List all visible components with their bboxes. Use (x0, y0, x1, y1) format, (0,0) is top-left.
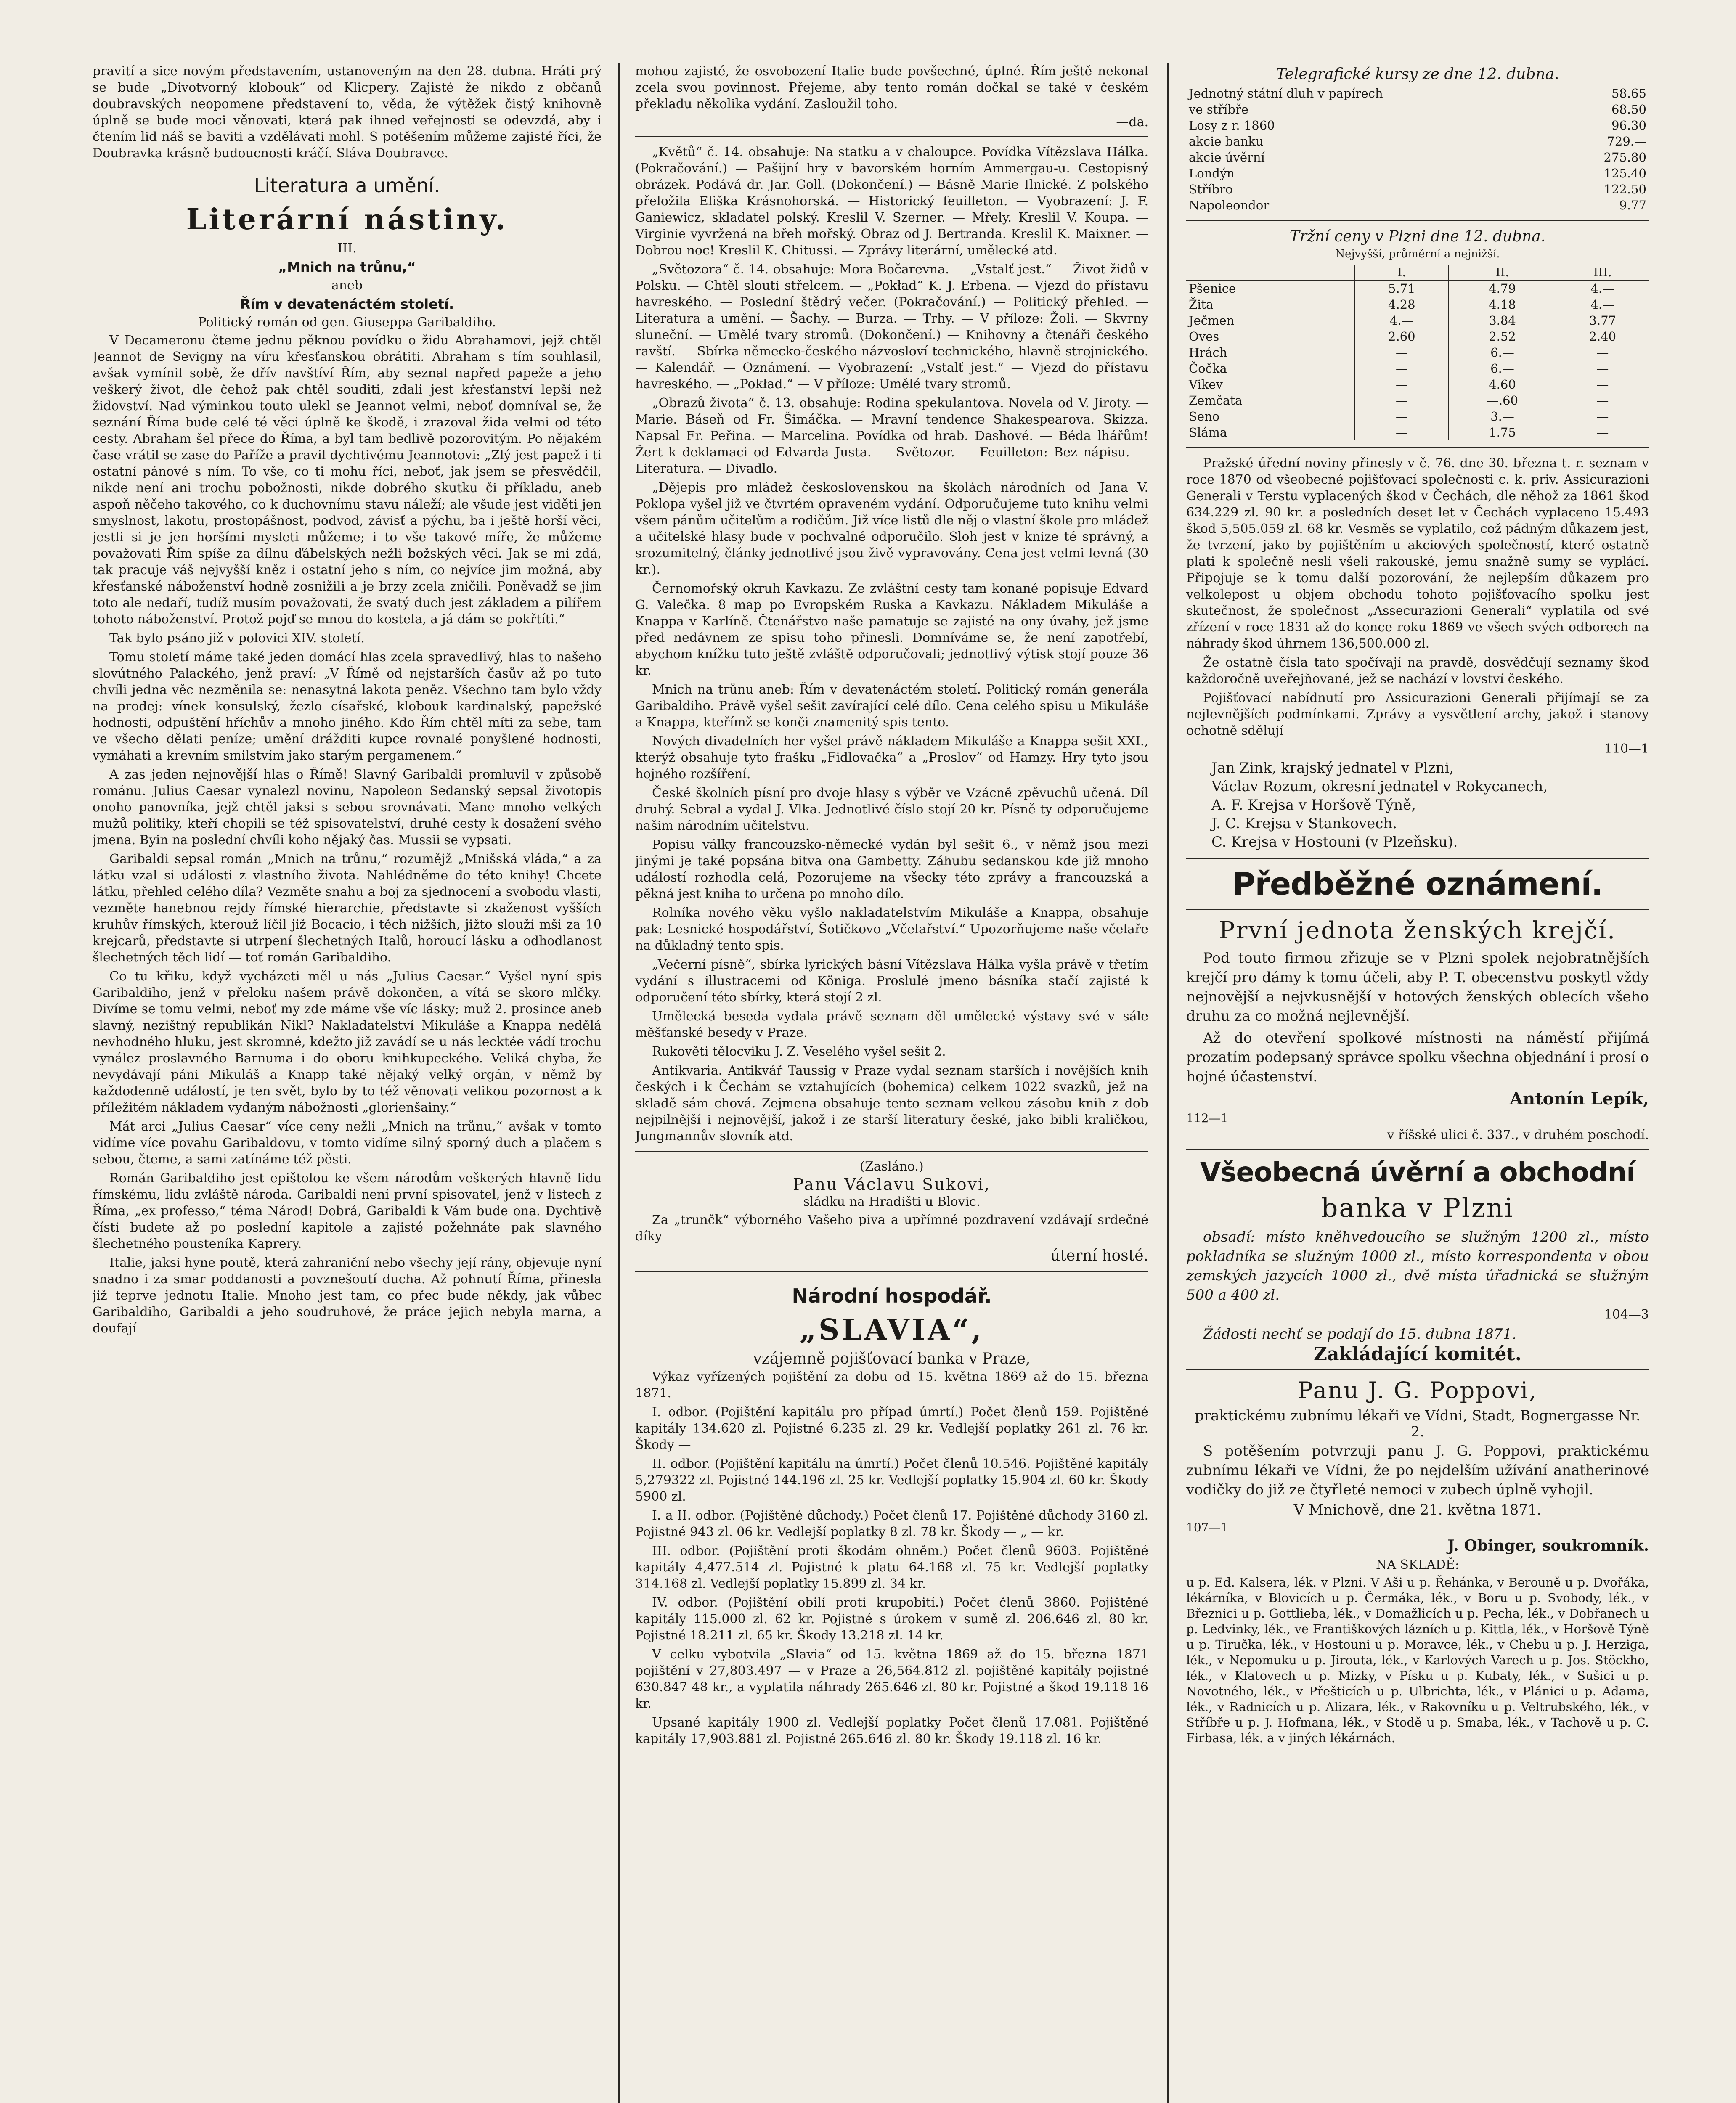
kurs-label: akcie úvěrní (1189, 150, 1265, 164)
econ-section-title: Národní hospodář. (792, 1285, 992, 1307)
krejci-signature: Antonín Lepík, (1510, 1089, 1649, 1109)
thanks-signature: úterní hosté. (1050, 1247, 1148, 1264)
work-description: Politický román od gen. Giuseppa Garibaldiho. (198, 315, 496, 330)
kurs-value: 125.40 (1603, 166, 1646, 180)
intro-text: pravití a sice novým představením, ustanoveným na den 28. dubna. Hráti prý se bude „Divotvorný klobouk“ od Klicpery. Zajisté že nikdo z občanů doubravských neopomene představení to, věda, že výtěžek čistý knihovně úplně se bude moci věnovati, která pak ihned veřejnosti se odevzdá, aby i čtením lid náš se baviti a vzdělávati mohl. S potěšením můžeme zajisté říci, že Doubravka krásně budoucnosti kráčí. Sláva Doubravce. (93, 64, 602, 161)
kurs-label: ve stříbře (1189, 102, 1249, 117)
kurs-label: Jednotný státní dluh v papírech (1189, 86, 1383, 101)
divider (635, 1151, 1148, 1152)
news-item: „Květů“ č. 14. obsahuje: Na statku a v chaloupce. Povídka Vítězslava Hálka. (Pokračování.) — Pašijní hry v bavorském horním Ammergau-u. Cestopisný obrázek. Podává dr. Jar. Goll. (Dokončení.) — Básně Marie Ilnické. Z polského přeložila Eliška Krásnohorská. — Historický feuilleton. — Vyobrazení: J. F. Ganiewicz, skladatel polský. Kreslil V. Szerner. — Mřely. Kreslil V. Koupa. — Virginie vyvržená na břeh mořský. Obraz od J. Bertranda. Kreslil K. Maixner. — Dobrou noc! Kreslil K. Chitussi. — Zprávy literární, umělecké atd. (635, 145, 1148, 258)
table-row (1186, 181, 1649, 197)
popp-subtitle: praktickému zubnímu lékaři ve Vídni, Stadt, Bognergasse Nr. 2. (1195, 1407, 1641, 1440)
news-item: Rukověti tělocviku J. Z. Veselého vyšel sešit 2. (652, 1044, 946, 1059)
agent-line: A. F. Krejsa v Horšově Týně, (1211, 797, 1416, 813)
cell: 2.52 (1449, 328, 1556, 344)
prices-subtitle: Nejvyšší, průměrní a nejnižší. (1335, 248, 1500, 260)
slavia-paragraph: IV. odbor. (Pojištění obilí proti krupobití.) Počet členů 3860. Pojištěné kapitály 115.000 zl. 62 kr. Pojistné s úrokem v sumě zl. 206.646 zl. 80 kr. Pojistné 18.211 zl. 65 kr. Škody 13.218 zl. 14 kr. (635, 1595, 1148, 1643)
thanks-text: Za „trunčk“ výborného Vašeho piva a upřímné pozdravení vzdávají srdečné díky (635, 1213, 1148, 1244)
slavia-footer: Upsané kapitály 1900 zl. Vedlejší poplatky Počet členů 17.081. Pojištěné kapitály 17,903.881 zl. Pojistné 265.646 zl. 80 kr. Škody 19.118 zl. 16 kr. (635, 1715, 1148, 1746)
cell: — (1556, 360, 1649, 376)
popp-text: S potěšením potvrzuji panu J. G. Poppovi, praktickému zubnímu lékaři ve Vídni, že po nejdelším užívání anatherinové vodičky do již ze čtyřleté nemoci v zubech úplně vyhojil. (1186, 1443, 1649, 1498)
divider (1186, 1149, 1649, 1150)
cell: Sláma (1189, 425, 1227, 440)
table-row (1186, 408, 1649, 424)
popp-title: Panu J. G. Poppovi, (1297, 1377, 1538, 1404)
cell: 1.75 (1449, 424, 1556, 440)
cell: — (1556, 392, 1649, 408)
cell: 3.84 (1449, 313, 1556, 328)
work-aneb: aneb (331, 278, 363, 293)
divider (635, 1271, 1148, 1272)
cell: — (1354, 424, 1449, 440)
table-row (1186, 133, 1649, 149)
thanks-recipient: Panu Václavu Sukovi, (792, 1175, 991, 1194)
table-row (1186, 392, 1649, 408)
cell: Hrách (1189, 345, 1227, 360)
krejci-number: 112—1 (1186, 1111, 1228, 1125)
cell: 4.— (1354, 313, 1449, 328)
article-paragraph: Tomu století máme také jeden domácí hlas zcela spravedlivý, hlas to našeho slovútného Palackého, jenž praví: „V Římě od nejstarších časův až po tuto chvíli jedna věc nezměnila se: nenasytná lakota peněz. Všechno tam bylo vždy na prodej: vínek konsulský, žezlo císařské, klobouk kardinalský, papežské hodnosti, odpuštění hříchův a mnoho jiného. Kdo Řím chtěl míti za sebe, tam ve všecho dělati peníze; umění drážditi kupce rovnalé ponyšlené hodnosti, vymáhati a krevním smilstvím jako starým pergamenem.“ (93, 650, 602, 763)
news-item: Rolníka nového věku vyšlo nakladatelstvím Mikuláše a Knappa, obsahuje pak: Lesnické hospodářství, Šotičkovo „Včelařství.“ Upozorňujeme naše včelaře na důkladný tento spis. (635, 906, 1148, 953)
article-heading: Literární nástiny. (186, 203, 508, 236)
kurs-title: Telegrafické kursy ze dne 12. dubna. (1276, 66, 1559, 83)
article-paragraph: Italie, jaksi hyne poutě, která zahraniční nebo všechy její rány, objevuje nyní snadno i za smar poddanosti a povznešoutí ducha. Až pohnutí Říma, přinesla již teprve jednotu Italie. Mnoho jest tam, co přec bude někdy, jak vůbec Garibaldiho, Garibaldi a jeho soudruhové, že práce jejich nebyla marna, a doufají (93, 1255, 602, 1336)
cell: — (1354, 392, 1449, 408)
cell: 6.— (1449, 360, 1556, 376)
table-row (1186, 344, 1649, 360)
divider (1186, 1369, 1649, 1370)
cell: — (1556, 376, 1649, 392)
kurs-label: akcie banku (1189, 134, 1264, 148)
sklad-text: u p. Ed. Kalsera, lék. v Plzni. V Aši u p. Řehánka, v Berouně u p. Dvořáka, lékárníka, v Blovicích u p. Čermáka, lék., v Boru u p. Svobody, lék., v Březnici u p. Gottlieba, lék., v Domažlicích u p. Pecha, lék., v Dobřanech u p. Ledvinky, lék., ve Františkových lázních u p. Kittla, lék., v Horšově Týně u p. Tiručka, lék., v Hostouni u p. Moravce, lék., v Chebu u p. J. Herziga, lék., v Nepomuku u p. Jirouta, lék., v Karlových Varech u p. Jos. Stöckho, lék., v Klatovech u p. Mizky, v Písku u p. Kubaty, lék., v Sušici u p. Novotného, lék., v Přešticích u p. Ulbrichta, lék., v Plánici u p. Adama, lék., v Radnicích u p. Alizara, lék., v Rakovníku u p. Veltrubského, lék., v Stříbře u p. J. Hofmana, lék., v Stodě u p. Smaba, lék., v Tachově u p. C. Firbasa, lék. a v jiných lékárnách. (1186, 1575, 1649, 1745)
slavia-paragraph: I. odbor. (Pojištění kapitálu pro případ úmrtí.) Počet členů 159. Pojištěné kapitály 134.620 zl. Pojistné 6.235 zl. 29 kr. Vedlejší poplatky 261 zl. 76 kr. Škody — (635, 1405, 1148, 1452)
cell: 4.— (1556, 297, 1649, 313)
news-item: Mnich na trůnu aneb: Řím v devatenáctém století. Politický román generála Garibaldiho. Právě vyšel sešit zavírající celé dílo. Cena celého spisu u Mikuláše a Knappa, kteřímž se konči znamenitý spis tento. (635, 682, 1148, 730)
bank-number: 104—3 (1604, 1307, 1649, 1322)
news-item: „Světozora“ č. 14. obsahuje: Mora Bočarevna. — „Vstalť jest.“ — Život židů v Polsku. — Chtěl slouti střelcem. — „Pokład“ K. J. Erbena. — Vjezd do přístavu havreského. — Poslední štědrý večer. (Pokračování.) — Politický přehled. — Literatura a umění. — Šachy. — Burza. — Trhy. — V příloze: Žoli. — Skvrny sluneční. — Umělé tvary stromů. (Dokončení.) — Knihovny a čtenáři českého ravští. — Sbírka německo-českého názvosloví technického, hlavně strojnického. — Kalendář. — Oznámení. — Vyobrazení: „Vstalť jest.“ — Vjezd do přístavu havreského. — „Pokład.“ — V příloze: Umělé tvary stromů. (635, 262, 1148, 392)
krejci-text: Pod touto firmou zřizuje se v Plzni spolek nejobratnějších krejčí pro dámy k tomu účeli, aby P. T. obecenstvu poskytl vždy nejnovější a nejvkusnější v hotových ženských oblecích všeho druhu za co možná nejlevnější. (1186, 950, 1649, 1025)
bank-deadline: Žádosti nechť se podají do 15. dubna 1871. (1203, 1326, 1516, 1343)
slavia-subtitle: vzájemně pojišťovací banka v Praze, (753, 1350, 1031, 1367)
table-row (1186, 297, 1649, 313)
cell: 4.18 (1449, 297, 1556, 313)
predbezne-title: Předběžné oznámení. (1232, 866, 1603, 902)
cell: 3.— (1449, 408, 1556, 424)
cell: Oves (1189, 329, 1219, 344)
popp-place: V Mnichově, dne 21. května 1871. (1293, 1502, 1542, 1518)
kurs-value: 275.80 (1603, 150, 1646, 164)
slavia-paragraph: V celku vybotvila „Slavia“ od 15. května 1869 až do 15. března 1871 pojištění v 27,803.497 — v Praze a 26,564.812 zl. pojištěné kapitály pojistné 630.847 48 kr., a vyplatila náhrady 265.646 zl. 80 kr. Pojistné a škod 19.118 16 kr. (635, 1647, 1148, 1711)
cell: 2.60 (1354, 328, 1449, 344)
kurs-value: 58.65 (1611, 86, 1646, 101)
zaslano-label: (Zasláno.) (860, 1159, 924, 1174)
agent-line: J. C. Krejsa v Stankovech. (1211, 815, 1397, 832)
article-paragraph: Román Garibaldiho jest epištolou ke všem národům veškerých hlavně lidu římskému, lidu zvláště národa. Garibaldi není první spisovatel, jenž v listech z Říma, „ex professo,“ téma Národ! Dobrá, Garibaldi k Vám bude ona. Dychtivě čísti budete až po poslední kapitole a zajisté požehnáte pak slavného šlechetného pousteníka Kaprery. (93, 1171, 602, 1251)
notice-paragraph: Pražské úřední noviny přinesly v č. 76. dne 30. března t. r. seznam v roce 1870 od všeobecné pojišťovací společnosti c. k. priv. Assicurazioni Generali v Terstu vyplacených škod v Čechách, dle něhož za 1861 škod 634.229 zl. 90 kr. a posledních deset let v Čechách vyplaceno 15.493 škod 5,505.059 zl. 68 kr. Vesměs se vyplatilo, což pádným důkazem jest, že tvrzení, jako by pojištěním u akciových společností, které ostatně plati k společně nesli všeli rakouské, jemu snažně sumy se vyplácí. Připojuje se k tomu další pozorování, že nejlepším důkazem pro velkolepost u objem obchodu tohoto pojišťovacího spolku jest skutečnost, že společnost „Assecurazioni Generali“ vyplatila od své zřízení v roce 1831 až do konce roku 1869 ve všech svých odborech na náhrady škod úhrnem 136,500.000 zl. (1186, 456, 1649, 651)
table-row (1186, 197, 1649, 213)
cell: Seno (1189, 409, 1220, 424)
cell: 3.77 (1556, 313, 1649, 328)
kurs-label: Londýn (1189, 166, 1235, 180)
divider (1186, 447, 1649, 448)
notice-number: 110—1 (1604, 742, 1649, 756)
kurs-label: Stříbro (1189, 182, 1233, 196)
article-paragraph: Garibaldi sepsal román „Mnich na trůnu,“ rozumějž „Mnišská vláda,“ a za látku vzal si události z vlastního života. Nahlédněme do této knihy! Chcete látku, přehled celého díla? Vezměte snahu a boj za sjednocení a svobodu vlasti, vezměte hanebnou rejdy římské hierarchie, představte si zkaženost vyšších kruhův římských, kterouž líčil již Bocacio, i těch nižších, jižto slouží mši za 10 krejcarů, představte si utrpení šlechetných Italů, horoucí lásku a odhodlanost šlechetných těch lidí — toť román Garibaldiho. (93, 852, 602, 965)
section-title: Literatura a umění. (254, 174, 440, 197)
news-item: Umělecká beseda vydala právě seznam děl umělecké výstavy své v sále měšťanské besedy v Praze. (635, 1009, 1148, 1040)
cell: — (1354, 408, 1449, 424)
agent-line: Jan Zink, krajský jednatel v Plzni, (1211, 760, 1454, 776)
kurs-label: Losy z r. 1860 (1189, 118, 1275, 132)
col-header: III. (1556, 265, 1649, 280)
cell: 4.— (1556, 280, 1649, 297)
cell: Zemčata (1189, 393, 1243, 408)
news-item: „Večerní písně“, sbírka lyrických básní Vítězslava Hálka vyšla právě v třetím vydání s illustracemi od Königa. Proslulé jmeno básníka stačí zajisté k odporučení této sbírky, která stojí 2 zl. (635, 957, 1148, 1005)
article-paragraph: Mát arci „Julius Caesar“ více ceny nežli „Mnich na trůnu,“ avšak v tomto vidíme více povahu Garibaldovu, v tomto vidíme silný sporný duch a plačem s sebou, čteme, a sami zatínáme též pěsti. (93, 1119, 602, 1167)
divider (635, 136, 1148, 137)
slavia-paragraph: III. odbor. (Pojištění proti škodám ohněm.) Počet členů 9603. Pojištěné kapitály 4,477.514 zl. Pojistné k platu 64.168 zl. 75 kr. Vedlejší poplatky 314.168 zl. Vedlejší poplatky 15.899 zl. 34 kr. (635, 1544, 1148, 1591)
bank-text: obsadí: místo kněhvedoucího se služným 1200 zl., místo pokladníka se služným 1000 zl., místo korrespondenta v obou zemských jazycích 1000 zl., dvě místa úřadnická se služným 500 a 400 zl. (1186, 1229, 1649, 1303)
kurs-value: 122.50 (1603, 182, 1646, 196)
cell: Vikev (1189, 377, 1223, 392)
table-row (1186, 360, 1649, 376)
notice-paragraph: Že ostatně čísla tato spočívají na pravdě, dosvědčují seznamy škod každoročně uveřejňované, jež se nachází v lovství českého. (1186, 655, 1649, 686)
divider (1186, 220, 1649, 221)
kurs-value: 9.77 (1619, 198, 1646, 212)
cell: 4.60 (1449, 376, 1556, 392)
article-paragraph: A zas jeden nejnovější hlas o Římě! Slavný Garibaldi promluvil v způsobě románu. Julius Caesar vynalezl novinu, Napoleon Sedanský sepsal životopis onoho panovníka, jejž chtěl jaksi s sebou srovnávati. Mane mnoho velkých mužů politiky, kteří chopili se též spisovatelství, druhé cesty k dosažení svého jmena. Byin na poslední chvíli koho nějaký čas. Mussii se vypsati. (93, 767, 602, 848)
cell: — (1354, 360, 1449, 376)
krejci-title: První jednota ženských krejčí. (1219, 917, 1617, 944)
kurs-value: 96.30 (1611, 118, 1646, 132)
table-row (1186, 280, 1649, 297)
cell: 6.— (1449, 344, 1556, 360)
krejci-text: Až do otevření spolkové místnosti na náměstí přijímá prozatím podepsaný správce spolku všechna objednání i prosí o hojné účastenství. (1186, 1030, 1649, 1085)
table-row (1186, 328, 1649, 344)
notice-paragraph: Pojišťovací nabídnutí pro Assicurazioni Generali přijímají se za nejlevnějších podmínkami. Zprávy a vysvětlení archy, jakož i stanovy ochotně sdělují (1186, 691, 1649, 738)
slavia-paragraph: Výkaz vyřízených pojištění za dobu od 15. května 1869 až do 15. března 1871. (635, 1369, 1148, 1401)
table-row (1186, 149, 1649, 165)
table-row (1186, 85, 1649, 101)
cell: — (1556, 344, 1649, 360)
prices-title: Tržní ceny v Plzni dne 12. dubna. (1289, 228, 1546, 245)
cell: 4.79 (1449, 280, 1556, 297)
krejci-address: v říšské ulici č. 337., v druhém poschodí. (1387, 1128, 1649, 1142)
work-subtitle: Řím v devatenáctém století. (240, 296, 454, 312)
slavia-title: „SLAVIA“, (800, 1313, 984, 1347)
table-row (1186, 101, 1649, 117)
news-item: „Dějepis pro mládež československou na školách národních od Jana V. Poklopa vyšel již ve čtvrtém opraveném vydání. Odporučujeme tuto knihu velmi všem pánům učitelům a rodičům. Již více listů dle něj o vlastní škole pro mládež a učitelské hlasy bude v pochvalné odporučilo. Sloh jest v knize té správný, a srozumitelný, články jednotlivé jsou živě vypravovány. Cena jest velmi levná (30 kr.). (635, 480, 1148, 577)
cell: — (1556, 408, 1649, 424)
intro-text: mohou zajisté, že osvobození Italie bude povšechné, úplné. Řím ještě nekonal zcela svou povinnost. Přejeme, aby tento román dočkal se také v českém překladu několika vydání. Zasloužil toho. (635, 64, 1148, 111)
table-row (1186, 313, 1649, 328)
bank-title: Všeobecná úvěrní a obchodní (1200, 1157, 1635, 1188)
prices-table (1186, 265, 1649, 440)
table-row (1186, 376, 1649, 392)
cell: — (1354, 376, 1449, 392)
bank-title-2: banka v Plzni (1321, 1192, 1514, 1223)
cell: Žita (1189, 297, 1214, 312)
article-paragraph: V Decameronu čteme jednu pěknou povídku o židu Abrahamovi, jejž chtěl Jeannot de Sevigny na víru křesťanskou obrátiti. Abraham s tím souhlasil, avšak vymínil sobě, že dřív navštíví Řím, aby seznal napřed papeže a jeho veškerý život, dle čehož pak chtěl souditi, zdali jest křesťanství lepší než židovství. Nad výminkou touto ulekl se Jeannot velmi, neboť domníval se, že seznání Říma bude celé té věci úplně ke škodě, i zrazoval žida velmi od této cesty. Abraham šel přece do Říma, a byl tam bedlivě pozorovitým. Po nějakém čase vrátil se zase do Paříže a pravil dychtivému Jeannotovi: „Zlý jest papež i ti ostatní pánové s ním. To vše, co ti mohu říci, neboť, jak jsem se přesvědčil, nikde není ani trochu pobožnosti, nikde dobrého skutku či příkladu, aneb aspoň něčeho takového, co k duchovnímu stavu náleží; ale všude jest viděti jen smyslnost, lakotu, prostopášnost, podvod, závisť a pýchu, ba i ještě horší věci, jestli si je jen horšími mysleti můžeme; i to vše takové míře, že můžeme považovati Řím spíše za dílnu ďábelských nežli božských věcí. Jak se mi zdá, tak pracuje váš nejvyšší kněz i ostatní jeho s ním, co nejvíce jim možná, aby křesťanské náboženství hodně zosnižili a je brzy zcela zničili. Poněvadž se jim toto ale nedaří, tudíž musím považovati, že svatý duch jest základem a pilířem tohoto náboženství. Protož pojď se mnou do kostela, a já dám se pokřtíti.“ (93, 333, 602, 627)
col-header: II. (1449, 265, 1556, 280)
col-header: I. (1354, 265, 1449, 280)
column-right (1186, 63, 1649, 2103)
cell: Ječmen (1189, 313, 1235, 328)
cell: —.60 (1449, 392, 1556, 408)
popp-number: 107—1 (1186, 1520, 1228, 1534)
newspaper-page (93, 63, 1649, 2103)
cell: Pšenice (1189, 281, 1236, 296)
slavia-paragraph: II. odbor. (Pojištění kapitálu na úmrtí.) Počet členů 10.546. Pojištěné kapitály 5,279322 zl. Pojistné 144.196 zl. 25 kr. Vedlejší poplatky 15.904 zl. 60 kr. Škody 5900 zl. (635, 1457, 1148, 1504)
news-item: Černomořský okruh Kavkazu. Ze zvláštní cesty tam konané popisuje Edvard G. Valečka. 8 map po Evropském Ruska a Kavkazu. Nákladem Mikuláše a Knappa v Karlíně. Čtenářstvo naše pamatuje se zajisté na ony úvahy, jež jsme před nedávnem ze spisu toho přinesli. Domníváme se, že není zapotřebí, abychom knížku tuto ještě zvláště odporučovali; jednotlivý výtisk stojí pouze 36 kr. (635, 581, 1148, 678)
kurs-table (1186, 85, 1649, 213)
cell: 2.40 (1556, 328, 1649, 344)
table-row (1186, 424, 1649, 440)
column-divider (1167, 63, 1169, 2103)
table-header (1186, 265, 1649, 280)
slavia-paragraph: I. a II. odbor. (Pojištěné důchody.) Počet členů 17. Pojištěné důchody 3160 zl. Pojistné 943 zl. 06 kr. Vedlejší poplatky 8 zl. 78 kr. Škody — „ — kr. (635, 1508, 1148, 1539)
table-row (1186, 117, 1649, 133)
col-header (1186, 265, 1354, 280)
cell: 4.28 (1354, 297, 1449, 313)
cell: Čočka (1189, 361, 1227, 376)
article-paragraph: Co tu křiku, když vycházeti měl u nás „Julius Caesar.“ Vyšel nyní spis Garibaldiho, jenž v přeloku našem právě dokončen, a vítá se skoro mlčky. Divíme se tomu velmi, neboť my zde máme vše víc lásky; muž 2. prosince aneb slavný, nezištný republikán Nikl? Nakladatelství Mikuláše a Knappa nedělá nevhodného hluku, jest skromné, kdežto již zavádí se u nás lecktée vádí trochu vynález proslavného Barnuma i do oboru knihkupeckého. Veliká chyba, že nevydávají páni Mikuláš a Knapp také nějaký velký orgán, v němž by každodenně událostí, je ten svět, bylo by to též věnovati velikou pozornost a k příležitém nákladem vydaným nábožnosti „glorienšainy.“ (93, 969, 602, 1115)
news-item: Antikvaria. Antikvář Taussig v Praze vydal seznam starších i novějších knih českých i k Čechám se vztahujících (bohemica) celkem 1022 svazků, jež na skladě sám chová. Zejmena obsahuje tento seznam velkou zásobu knih z dob nejpilnější i nejnovější, jakož i ze starší literatury české, jako bibli kraličkou, Jungmannův slovník atd. (635, 1063, 1148, 1144)
cell: — (1556, 424, 1649, 440)
intro-signature: —da. (1116, 115, 1148, 130)
kurs-value: 729.— (1607, 134, 1646, 148)
work-title: „Mnich na trůnu,“ (278, 259, 416, 275)
article-part: III. (337, 241, 357, 256)
agent-line: Václav Rozum, okresní jednatel v Rokycanech, (1211, 778, 1548, 795)
column-divider (618, 63, 620, 2103)
cell: 5.71 (1354, 280, 1449, 297)
bank-signature: Zakládající komitét. (1313, 1343, 1522, 1365)
cell: — (1354, 344, 1449, 360)
column-left (93, 63, 602, 2103)
news-item: „Obrazů života“ č. 13. obsahuje: Rodina spekulantova. Novela od V. Jiroty. — Marie. Báseň od Fr. Šimáčka. — Mravní tendence Shakespearova. Skizza. Napsal Fr. Peřina. — Marcelina. Povídka od hrab. Dashové. — Béda lhářům! Žert k deklamaci od Edvarda Justa. — Světozor. — Feuilleton: Bez nápisu. — Literatura. — Divadlo. (635, 396, 1148, 476)
agent-line: C. Krejsa v Hostouni (v Plzeňsku). (1211, 834, 1458, 850)
popp-signature: J. Obinger, soukromník. (1447, 1537, 1649, 1555)
thanks-subtitle: sládku na Hradišti u Blovic. (803, 1195, 981, 1209)
divider (1186, 858, 1649, 859)
news-item: České školních písní pro dvoje hlasy s výběr ve Vzácně zpěvuchů učená. Díl druhý. Sebral a vydal J. Vlka. Jednotlivé číslo stojí 20 kr. Písně ty odporučujeme našim národním učitelstvu. (635, 786, 1148, 833)
news-item: Nových divadelních her vyšel právě nákladem Mikuláše a Knappa sešit XXI., kterýž obsahuje tyto frašku „Fidlovačka“ a „Proslov“ od Hamzy. Hry tyto jsou hojného rozšíření. (635, 734, 1148, 781)
news-item: Popisu války francouzsko-německé vydán byl sešit 6., v němž jsou mezi jinými je také popsána bitva ona Gambetty. Záhubu sedanskou kde již mnoho událostí rozhodla celá, Pozorujeme na všecky této zprávy a francouzská a pěkná jest kniha to určena po mnoho dílo. (635, 837, 1148, 901)
sklad-title: NA SKLADĚ: (1376, 1557, 1460, 1572)
article-paragraph: Tak bylo psáno již v polovici XIV. století. (109, 631, 365, 646)
divider (1186, 909, 1649, 910)
kurs-value: 68.50 (1611, 102, 1646, 117)
table-row (1186, 165, 1649, 181)
kurs-label: Napoleondor (1189, 198, 1270, 212)
column-middle (635, 63, 1148, 2103)
